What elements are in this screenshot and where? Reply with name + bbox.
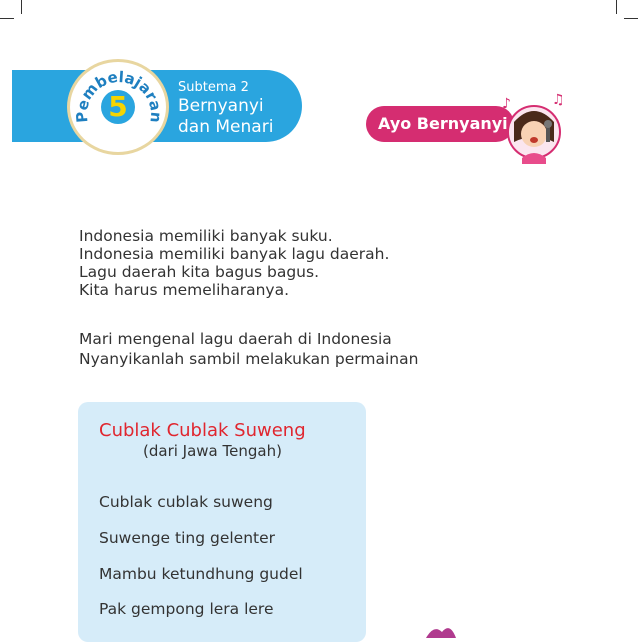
subtema-label: Subtema 2: [178, 80, 249, 95]
intro-line: Kita harus memeliharanya.: [79, 281, 289, 299]
intro-line: Indonesia memiliki banyak suku.: [79, 227, 333, 245]
crop-mark-top-left-h: [0, 18, 14, 19]
intro-line: Lagu daerah kita bagus bagus.: [79, 263, 320, 281]
crop-mark-top-left-v: [21, 0, 22, 14]
song-title: Cublak Cublak Suweng: [99, 420, 306, 441]
lyric-line: Suwenge ting gelenter: [99, 529, 276, 547]
music-note-icon: ♪: [502, 96, 511, 112]
pembelajaran-number: 5: [101, 90, 135, 124]
song-origin: (dari Jawa Tengah): [143, 442, 282, 460]
instruction-paragraph: [79, 329, 418, 369]
tema-line-1: Bernyanyi: [178, 96, 264, 116]
lyric-line: Mambu ketundhung gudel: [99, 565, 303, 583]
tema-line-2: dan Menari: [178, 117, 274, 137]
crop-mark-top-right-v: [616, 0, 617, 14]
singing-girl-illustration: [496, 92, 570, 164]
intro-paragraph: [79, 227, 389, 299]
pembelajaran-label: Pembelajaran: [72, 67, 166, 124]
tema-title: [178, 96, 273, 138]
intro-line: Indonesia memiliki banyak lagu daerah.: [79, 245, 390, 263]
decorative-flower-icon: [420, 622, 460, 638]
lyric-line: Pak gempong lera lere: [99, 600, 274, 618]
crop-mark-top-right-h: [624, 18, 638, 19]
instruction-line: Nyanyikanlah sambil melakukan permainan: [79, 350, 419, 368]
ayo-bernyanyi-label: Ayo Bernyanyi: [366, 106, 514, 142]
pembelajaran-badge: [70, 62, 166, 152]
music-note-icon: ♫: [552, 92, 565, 108]
lyric-line: Cublak cublak suweng: [99, 493, 273, 511]
instruction-line: Mari mengenal lagu daerah di Indonesia: [79, 330, 392, 348]
